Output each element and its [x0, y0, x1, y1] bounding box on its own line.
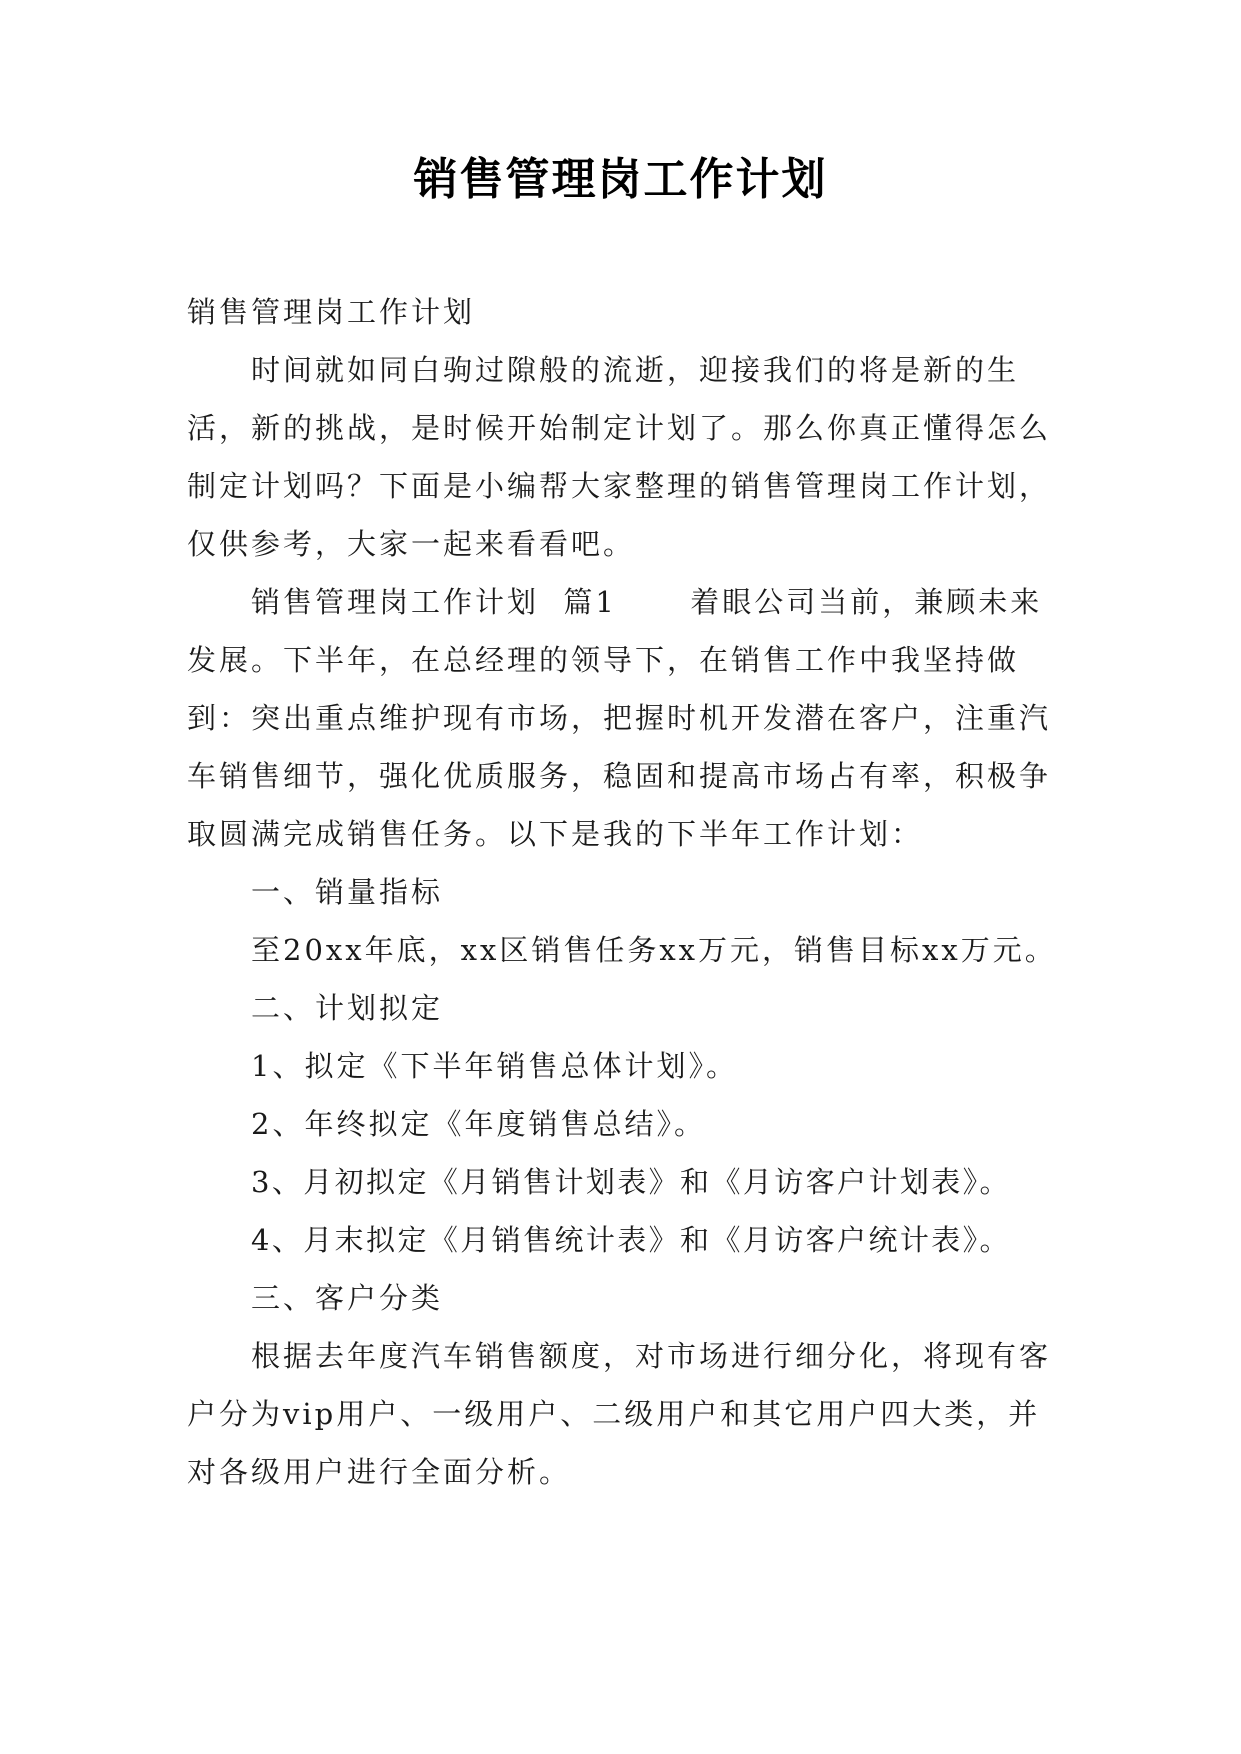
document-title: 销售管理岗工作计划 — [413, 154, 828, 205]
heading-customer-classification: 三、客户分类 — [251, 1281, 444, 1315]
paragraph-sales-target: 至20xx年底，xx区销售任务xx万元，销售目标xx万元。 — [251, 933, 1057, 967]
document-body — [187, 283, 1067, 1501]
list-item-plan-2: 2、年终拟定《年度销售总结》。 — [251, 1107, 706, 1141]
heading-sales-target: 一、销量指标 — [251, 875, 444, 909]
paragraph-section-1: 销售管理岗工作计划 篇1 着眼公司当前，兼顾未来发展。下半年，在总经理的领导下，在销售工作中我坚持做到：突出重点维护现有市场，把握时机开发潜在客户，注重汽车销售细节，强化优质服务，稳固和提高市场占有率，积极争取圆满完成销售任务。以下是我的下半年工作计划： — [187, 585, 1052, 851]
list-item-plan-1: 1、拟定《下半年销售总体计划》。 — [251, 1049, 738, 1083]
paragraph-customer-classification: 根据去年度汽车销售额度，对市场进行细分化，将现有客户分为vip用户、一级用户、二级用户和其它用户四大类，并对各级用户进行全面分析。 — [187, 1339, 1052, 1489]
paragraph-heading: 销售管理岗工作计划 — [187, 295, 476, 329]
list-item-plan-3: 3、月初拟定《月销售计划表》和《月访客户计划表》。 — [251, 1165, 1011, 1199]
paragraph-intro: 时间就如同白驹过隙般的流逝，迎接我们的将是新的生活，新的挑战，是时候开始制定计划了。那么你真正懂得怎么制定计划吗？下面是小编帮大家整理的销售管理岗工作计划，仅供参考，大家一起来看看吧。 — [187, 353, 1052, 561]
list-item-plan-4: 4、月末拟定《月销售统计表》和《月访客户统计表》。 — [251, 1223, 1011, 1257]
heading-plan: 二、计划拟定 — [251, 991, 444, 1025]
